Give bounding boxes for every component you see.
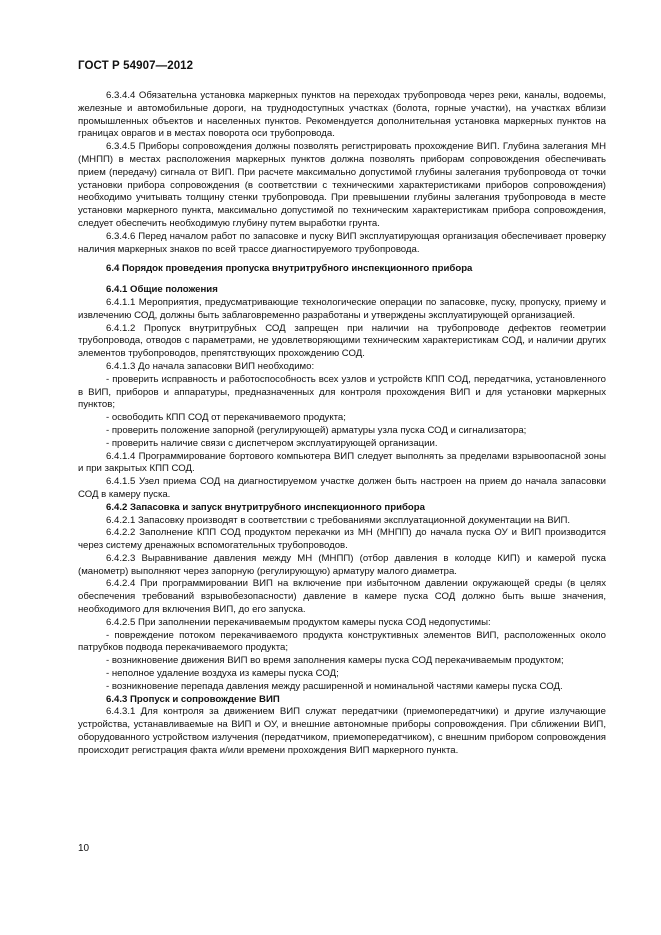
- clause-6-4-1-4: 6.4.1.4 Программирование бортового компьютера ВИП следует выполнять за пределами взрывоопасной зоны и при закрытых КПП СОД.: [78, 450, 606, 475]
- section-6-4-heading: 6.4 Порядок проведения пропуска внутритрубного инспекционного прибора: [106, 263, 473, 275]
- clause-6-4-2-3: 6.4.2.3 Выравнивание давления между МН (МНПП) (отбор давления в колодце КИП) и камерой пуска (манометр) выполняют через запорную (регулирующую) арматуру малого диаметра.: [78, 552, 606, 577]
- clause-6-4-3-1: 6.4.3.1 Для контроля за движением ВИП служат передатчики (приемопередатчики) и другие излучающие устройства, устанавливаемые на ВИП и ОУ, и внешние автономные приборы сопровождения. При сближении ВИП, оборудованного устройством излучения (передатчиком, приемопередатчиком), с внешним прибором сопровождения происходит регистрация факта и/или времени прохождения ВИП маркерного пункта.: [78, 706, 606, 756]
- clause-6-3-4-5: 6.3.4.5 Приборы сопровождения должны позволять регистрировать прохождение ВИП. Глубина залегания МН (МНПП) в местах расположения маркерных пунктов должна позволять приборам сопровождения обеспечивать прием (передачу) сигнала от ВИП. При расчете максимально допустимой глубины залегания трубопровода от точки установки прибора сопровождения (в соответствии с техническими характеристиками приборов сопровождения) необходимо учитывать толщину стенки трубопровода. При превышении глубины залегания трубопровода в месте установки маркерного пункта, максимально допустимой по техническим характеристикам прибора сопровождения, следует обеспечить необходимую глубину путем выработки грунта.: [78, 141, 606, 229]
- clause-6-3-4-6: 6.3.4.6 Перед началом работ по запасовке и пуску ВИП эксплуатирующая организация обеспечивает проверку наличия маркерных знаков по всей трассе диагностируемого трубопровода.: [78, 230, 606, 255]
- clause-6-4-1-1: 6.4.1.1 Мероприятия, предусматривающие технологические операции по запасовке, пуску, пропуску, приему и извлечению СОД, должны быть заблаговременно разработаны и утверждены эксплуатирующей организацией.: [78, 296, 606, 321]
- subsection-6-4-3-heading: 6.4.3 Пропуск и сопровождение ВИП: [106, 693, 280, 705]
- clause-6-4-1-5: 6.4.1.5 Узел приема СОД на диагностируемом участке должен быть настроен на прием до начала запасовки СОД в камеру пуска.: [78, 476, 606, 500]
- clause-6-4-1-2: 6.4.1.2 Пропуск внутритрубных СОД запрещен при наличии на трубопроводе дефектов геометрии трубопровода, отводов с параметрами, не удовлетворяющими техническим характеристикам СОД, и наличии других элементов трубопроводов, препятствующих прохождению СОД.: [78, 322, 606, 360]
- clause-6-3-4-4: 6.3.4.4 Обязательна установка маркерных пунктов на переходах трубопровода через реки, каналы, водоемы, железные и автомобильные дороги, на труднодоступных участках (болота, горные участки), на участках вблизи промышленных объектов и населенных пунктов. Рекомендуется дополнительная установка маркерных пунктов на границах оврагов и в местах поворота оси трубопровода.: [78, 90, 606, 140]
- list-item: - возникновение перепада давления между расширенной и номинальной частями камеры пуска СОД.: [106, 680, 563, 692]
- list-item: - неполное удаление воздуха из камеры пуска СОД;: [106, 668, 339, 680]
- list-item: - проверить наличие связи с диспетчером эксплуатирующей организации.: [106, 437, 438, 449]
- list-item: - проверить положение запорной (регулирующей) арматуры узла пуска СОД и сигнализатора;: [106, 424, 527, 436]
- list-item: - повреждение потоком перекачиваемого продукта конструктивных элементов ВИП, расположенных около патрубков подвода перекачиваемого продукта;: [78, 629, 606, 654]
- list-item: - возникновение движения ВИП во время заполнения камеры пуска СОД перекачиваемым продуктом;: [106, 655, 564, 667]
- standard-header: ГОСТ Р 54907—2012: [78, 60, 194, 72]
- clause-6-4-2-1: 6.4.2.1 Запасовку производят в соответствии с требованиями эксплуатационной документации на ВИП.: [106, 514, 571, 526]
- clause-6-4-2-2: 6.4.2.2 Заполнение КПП СОД продуктом перекачки из МН (МНПП) до начала пуска ОУ и ВИП производится через систему дренажных вспомогательных трубопроводов.: [78, 527, 606, 552]
- subsection-6-4-2-heading: 6.4.2 Запасовка и запуск внутритрубного инспекционного прибора: [106, 501, 425, 513]
- list-item: - освободить КПП СОД от перекачиваемого продукта;: [106, 412, 346, 424]
- document-body: [78, 90, 606, 758]
- page-number: 10: [78, 843, 90, 854]
- clause-6-4-2-4: 6.4.2.4 При программировании ВИП на включение при избыточном давлении окружающей среды (в целях обеспечения требований взрывобезопасности) давление в камере пуска СОД должно быть выше значения, необходимого для включения ВИП, до его запуска.: [78, 578, 606, 616]
- clause-6-4-2-5: 6.4.2.5 При заполнении перекачиваемым продуктом камеры пуска СОД недопустимы:: [106, 616, 491, 628]
- list-item: - проверить исправность и работоспособность всех узлов и устройств КПП СОД, передатчика, установленного в ВИП, приборов и аппаратуры, предназначенных для контроля прохождения ВИП и для установки маркерных пунктов;: [78, 373, 606, 411]
- subsection-6-4-1-heading: 6.4.1 Общие положения: [106, 284, 218, 296]
- clause-6-4-1-3: 6.4.1.3 До начала запасовки ВИП необходимо:: [106, 360, 315, 372]
